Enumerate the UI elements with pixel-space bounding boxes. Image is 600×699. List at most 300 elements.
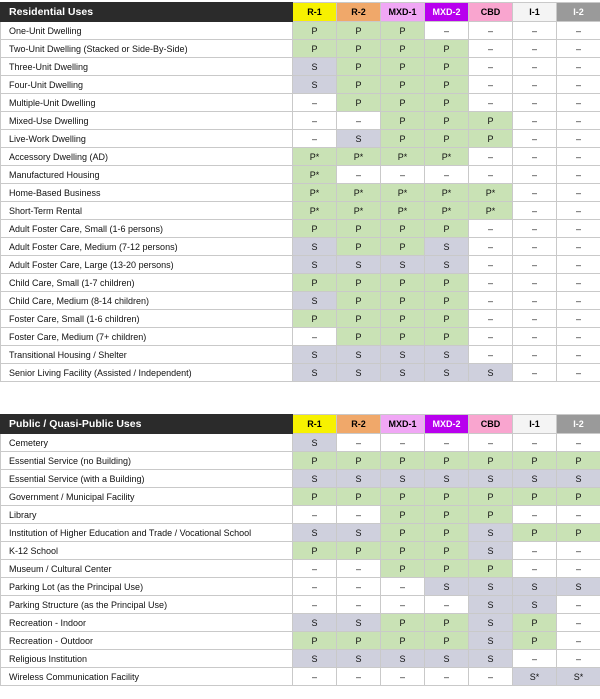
permission-cell: S — [381, 346, 425, 364]
permission-cell: – — [469, 310, 513, 328]
permission-cell: P — [337, 274, 381, 292]
permission-cell: P — [337, 452, 381, 470]
table-row — [1, 238, 600, 256]
zone-header: R-1 — [293, 415, 337, 434]
use-name: Institution of Higher Education and Trade / Vocational School — [1, 524, 293, 542]
permission-cell: P — [513, 614, 557, 632]
use-name: Three-Unit Dwelling — [1, 58, 293, 76]
use-name: K-12 School — [1, 542, 293, 560]
permission-cell: – — [557, 76, 600, 94]
permission-cell: S — [293, 434, 337, 452]
table-row — [1, 542, 600, 560]
permission-cell: P — [293, 40, 337, 58]
permission-cell: – — [469, 58, 513, 76]
permission-cell: – — [337, 166, 381, 184]
permission-cell: P — [425, 76, 469, 94]
permission-cell: P — [293, 452, 337, 470]
permission-cell: – — [513, 346, 557, 364]
zone-header: I-1 — [513, 3, 557, 22]
permission-cell: P* — [381, 148, 425, 166]
permission-cell: – — [513, 184, 557, 202]
permission-cell: – — [513, 238, 557, 256]
zone-header: MXD-1 — [381, 415, 425, 434]
permission-cell: – — [469, 668, 513, 686]
permission-cell: S — [469, 578, 513, 596]
permission-cell: – — [469, 346, 513, 364]
permission-cell: – — [513, 560, 557, 578]
table-row — [1, 470, 600, 488]
permission-cell: P — [293, 22, 337, 40]
permission-cell: – — [513, 58, 557, 76]
permission-cell: – — [513, 202, 557, 220]
permission-cell: – — [557, 364, 600, 382]
table-row — [1, 488, 600, 506]
table-row — [1, 112, 600, 130]
zone-header: I-1 — [513, 415, 557, 434]
use-name: Recreation - Outdoor — [1, 632, 293, 650]
use-name: Mixed-Use Dwelling — [1, 112, 293, 130]
permission-cell: S — [293, 524, 337, 542]
permission-cell: S* — [513, 668, 557, 686]
permission-cell: P* — [337, 184, 381, 202]
permission-cell: S — [293, 470, 337, 488]
use-name: Foster Care, Medium (7+ children) — [1, 328, 293, 346]
permission-cell: P — [293, 632, 337, 650]
permission-cell: P — [425, 130, 469, 148]
use-name: Short-Term Rental — [1, 202, 293, 220]
permission-cell: – — [557, 292, 600, 310]
permission-cell: P — [425, 328, 469, 346]
permission-cell: – — [513, 310, 557, 328]
permission-cell: P — [425, 560, 469, 578]
permission-cell: P* — [381, 202, 425, 220]
permission-cell: P — [425, 542, 469, 560]
table-row — [1, 202, 600, 220]
permission-cell: – — [557, 632, 600, 650]
permission-cell: – — [425, 166, 469, 184]
use-name: Essential Service (with a Building) — [1, 470, 293, 488]
permission-cell: – — [513, 76, 557, 94]
permission-cell: – — [557, 542, 600, 560]
permission-cell: – — [469, 22, 513, 40]
permission-cell: – — [293, 578, 337, 596]
table-row — [1, 614, 600, 632]
permission-cell: – — [469, 40, 513, 58]
permission-cell: S — [337, 524, 381, 542]
permission-cell: P — [381, 524, 425, 542]
zone-header: CBD — [469, 415, 513, 434]
permission-cell: S — [513, 578, 557, 596]
permission-cell: S — [469, 596, 513, 614]
permission-cell: P* — [469, 184, 513, 202]
permission-cell: – — [557, 238, 600, 256]
table-row — [1, 578, 600, 596]
permission-cell: S — [337, 470, 381, 488]
permission-cell: S — [425, 650, 469, 668]
permission-cell: P — [293, 220, 337, 238]
permission-cell: P — [381, 292, 425, 310]
permission-cell: – — [557, 560, 600, 578]
permission-cell: P — [293, 310, 337, 328]
permission-cell: S — [337, 364, 381, 382]
permission-cell: S — [513, 470, 557, 488]
permission-cell: P — [513, 452, 557, 470]
permission-cell: S — [293, 614, 337, 632]
permission-cell: S — [469, 364, 513, 382]
permission-cell: – — [513, 220, 557, 238]
use-name: Foster Care, Small (1-6 children) — [1, 310, 293, 328]
permission-cell: P — [513, 488, 557, 506]
permission-cell: – — [469, 76, 513, 94]
permission-cell: – — [513, 166, 557, 184]
permission-cell: S — [425, 238, 469, 256]
permission-cell: S — [293, 238, 337, 256]
zone-header: R-1 — [293, 3, 337, 22]
permission-cell: S — [469, 650, 513, 668]
use-name: Adult Foster Care, Large (13-20 persons) — [1, 256, 293, 274]
permission-cell: – — [513, 650, 557, 668]
permission-cell: P — [425, 274, 469, 292]
permission-cell: P — [337, 220, 381, 238]
permission-cell: P — [381, 220, 425, 238]
permission-cell: P — [425, 524, 469, 542]
permission-cell: – — [513, 274, 557, 292]
permission-cell: – — [425, 22, 469, 40]
permission-cell: P — [381, 40, 425, 58]
permission-cell: P — [337, 94, 381, 112]
permission-cell: S — [513, 596, 557, 614]
table-row — [1, 94, 600, 112]
permission-cell: – — [425, 434, 469, 452]
permission-cell: P — [337, 310, 381, 328]
permission-cell: P* — [293, 166, 337, 184]
permission-cell: P — [469, 112, 513, 130]
permission-cell: S — [293, 346, 337, 364]
permission-cell: – — [513, 328, 557, 346]
permission-cell: P — [381, 632, 425, 650]
permission-cell: P — [425, 488, 469, 506]
permission-cell: P — [337, 328, 381, 346]
use-name: Parking Lot (as the Principal Use) — [1, 578, 293, 596]
permission-cell: S — [425, 470, 469, 488]
permission-cell: P* — [425, 148, 469, 166]
permission-cell: S — [381, 364, 425, 382]
table-row — [1, 524, 600, 542]
permission-cell: – — [557, 220, 600, 238]
permission-cell: S — [557, 470, 600, 488]
table-row — [1, 256, 600, 274]
permission-cell: P — [425, 292, 469, 310]
permission-cell: S — [293, 256, 337, 274]
permission-cell: – — [557, 22, 600, 40]
permission-cell: – — [293, 596, 337, 614]
permission-cell: S — [557, 578, 600, 596]
use-name: Government / Municipal Facility — [1, 488, 293, 506]
residential-uses-table — [0, 2, 600, 382]
permission-cell: P — [425, 40, 469, 58]
table-row — [1, 22, 600, 40]
table-row — [1, 650, 600, 668]
permission-cell: – — [469, 238, 513, 256]
permission-cell: P — [469, 506, 513, 524]
table-row — [1, 668, 600, 686]
permission-cell: P — [337, 292, 381, 310]
permission-cell: – — [337, 506, 381, 524]
use-name: Senior Living Facility (Assisted / Independent) — [1, 364, 293, 382]
permission-cell: P* — [425, 184, 469, 202]
permission-cell: S — [381, 650, 425, 668]
permission-cell: S* — [557, 668, 600, 686]
permission-cell: – — [469, 148, 513, 166]
permission-cell: – — [557, 650, 600, 668]
section-title: Public / Quasi-Public Uses — [1, 415, 293, 434]
table-row — [1, 328, 600, 346]
permission-cell: – — [293, 94, 337, 112]
table-row — [1, 364, 600, 382]
permission-cell: S — [293, 364, 337, 382]
use-name: Two-Unit Dwelling (Stacked or Side-By-Side) — [1, 40, 293, 58]
permission-cell: – — [513, 542, 557, 560]
residential-header-row — [1, 3, 600, 22]
permission-cell: P — [513, 632, 557, 650]
permission-cell: P — [469, 488, 513, 506]
permission-cell: P — [381, 94, 425, 112]
permission-cell: P — [293, 274, 337, 292]
table-row — [1, 452, 600, 470]
permission-cell: – — [469, 292, 513, 310]
table-row — [1, 76, 600, 94]
permission-cell: – — [557, 130, 600, 148]
permission-cell: – — [469, 256, 513, 274]
table-row — [1, 58, 600, 76]
table-row — [1, 506, 600, 524]
permission-cell: – — [557, 274, 600, 292]
table-row — [1, 346, 600, 364]
permission-cell: – — [469, 328, 513, 346]
use-name: Child Care, Medium (8-14 children) — [1, 292, 293, 310]
table-row — [1, 434, 600, 452]
permission-cell: – — [513, 40, 557, 58]
permission-cell: – — [337, 434, 381, 452]
permission-cell: – — [557, 506, 600, 524]
permission-cell: – — [557, 58, 600, 76]
table-row — [1, 220, 600, 238]
permission-cell: P — [381, 238, 425, 256]
permission-cell: – — [337, 112, 381, 130]
permission-cell: – — [469, 166, 513, 184]
permission-cell: P — [557, 488, 600, 506]
use-name: One-Unit Dwelling — [1, 22, 293, 40]
use-name: Adult Foster Care, Medium (7-12 persons) — [1, 238, 293, 256]
permission-cell: – — [381, 434, 425, 452]
permission-cell: P — [337, 632, 381, 650]
permission-cell: P — [381, 58, 425, 76]
permission-cell: P — [381, 452, 425, 470]
permission-cell: – — [557, 328, 600, 346]
permission-cell: – — [513, 22, 557, 40]
permission-cell: P* — [381, 184, 425, 202]
permission-cell: S — [425, 578, 469, 596]
permission-cell: S — [469, 614, 513, 632]
permission-cell: P — [469, 130, 513, 148]
use-name: Child Care, Small (1-7 children) — [1, 274, 293, 292]
permission-cell: – — [293, 560, 337, 578]
table-row — [1, 292, 600, 310]
permission-cell: – — [557, 184, 600, 202]
permission-cell: – — [557, 346, 600, 364]
use-name: Multiple-Unit Dwelling — [1, 94, 293, 112]
permission-cell: P — [381, 130, 425, 148]
permission-cell: P — [557, 524, 600, 542]
permission-cell: – — [293, 328, 337, 346]
permission-cell: – — [513, 434, 557, 452]
table-row — [1, 310, 600, 328]
permission-cell: P — [381, 328, 425, 346]
permission-cell: S — [293, 650, 337, 668]
permission-cell: – — [425, 596, 469, 614]
table-row — [1, 130, 600, 148]
permission-cell: – — [469, 434, 513, 452]
zone-header: I-2 — [557, 3, 600, 22]
use-name: Home-Based Business — [1, 184, 293, 202]
permission-cell: P — [337, 238, 381, 256]
zone-header: MXD-2 — [425, 415, 469, 434]
permission-cell: – — [557, 434, 600, 452]
use-name: Essential Service (no Building) — [1, 452, 293, 470]
table-row — [1, 596, 600, 614]
permission-cell: P — [381, 506, 425, 524]
permission-cell: P* — [337, 202, 381, 220]
permission-cell: – — [513, 112, 557, 130]
permission-cell: P — [381, 310, 425, 328]
permission-cell: P — [513, 524, 557, 542]
permission-cell: – — [469, 220, 513, 238]
permission-cell: S — [337, 256, 381, 274]
permission-cell: S — [425, 364, 469, 382]
permission-cell: P — [337, 542, 381, 560]
zone-header: I-2 — [557, 415, 600, 434]
permission-cell: P — [557, 452, 600, 470]
zone-header: R-2 — [337, 415, 381, 434]
permission-cell: P — [425, 112, 469, 130]
permission-cell: – — [513, 256, 557, 274]
permission-cell: P* — [469, 202, 513, 220]
use-name: Religious Institution — [1, 650, 293, 668]
permission-cell: – — [513, 364, 557, 382]
permission-cell: – — [381, 578, 425, 596]
permission-cell: – — [513, 506, 557, 524]
permission-cell: – — [293, 130, 337, 148]
permission-cell: P — [425, 506, 469, 524]
permission-cell: P — [381, 488, 425, 506]
permission-cell: S — [469, 524, 513, 542]
permission-cell: P — [425, 58, 469, 76]
table-row — [1, 40, 600, 58]
permission-cell: – — [557, 148, 600, 166]
permission-cell: – — [293, 506, 337, 524]
permission-cell: – — [513, 148, 557, 166]
permission-cell: S — [469, 470, 513, 488]
permission-cell: – — [469, 94, 513, 112]
use-name: Live-Work Dwelling — [1, 130, 293, 148]
public-uses-table — [0, 414, 600, 686]
table-row — [1, 274, 600, 292]
permission-cell: – — [381, 596, 425, 614]
permission-cell: P — [337, 76, 381, 94]
permission-cell: – — [513, 292, 557, 310]
permission-cell: P — [381, 614, 425, 632]
permission-cell: P — [425, 310, 469, 328]
permission-cell: P — [425, 632, 469, 650]
permission-cell: S — [293, 76, 337, 94]
permission-cell: P — [381, 22, 425, 40]
permission-cell: P — [337, 58, 381, 76]
permission-cell: P — [381, 560, 425, 578]
use-name: Museum / Cultural Center — [1, 560, 293, 578]
permission-cell: – — [425, 668, 469, 686]
permission-cell: – — [513, 130, 557, 148]
table-row — [1, 632, 600, 650]
permission-cell: – — [557, 112, 600, 130]
use-name: Parking Structure (as the Principal Use) — [1, 596, 293, 614]
permission-cell: S — [293, 58, 337, 76]
use-name: Library — [1, 506, 293, 524]
permission-cell: – — [557, 94, 600, 112]
table-row — [1, 560, 600, 578]
permission-cell: S — [337, 346, 381, 364]
permission-cell: P — [469, 452, 513, 470]
permission-cell: P — [293, 542, 337, 560]
permission-cell: P* — [425, 202, 469, 220]
permission-cell: S — [425, 256, 469, 274]
permission-cell: – — [337, 560, 381, 578]
permission-cell: – — [337, 668, 381, 686]
permission-cell: P* — [293, 148, 337, 166]
permission-cell: P* — [293, 202, 337, 220]
permission-cell: S — [469, 542, 513, 560]
zone-header: CBD — [469, 3, 513, 22]
permission-cell: P — [337, 22, 381, 40]
public-header-row — [1, 415, 600, 434]
permission-cell: S — [337, 614, 381, 632]
use-name: Adult Foster Care, Small (1-6 persons) — [1, 220, 293, 238]
table-row — [1, 184, 600, 202]
section-title: Residential Uses — [1, 3, 293, 22]
permission-cell: S — [381, 256, 425, 274]
table-row — [1, 148, 600, 166]
permission-cell: – — [381, 668, 425, 686]
permission-cell: S — [293, 292, 337, 310]
permission-cell: – — [557, 310, 600, 328]
permission-cell: P* — [293, 184, 337, 202]
use-name: Cemetery — [1, 434, 293, 452]
use-name: Recreation - Indoor — [1, 614, 293, 632]
permission-cell: – — [337, 578, 381, 596]
permission-cell: P — [425, 614, 469, 632]
permission-cell: P — [337, 488, 381, 506]
permission-cell: S — [425, 346, 469, 364]
use-name: Manufactured Housing — [1, 166, 293, 184]
zone-header: R-2 — [337, 3, 381, 22]
use-name: Accessory Dwelling (AD) — [1, 148, 293, 166]
permission-cell: S — [337, 650, 381, 668]
permission-cell: – — [293, 668, 337, 686]
zone-header: MXD-2 — [425, 3, 469, 22]
permission-cell: S — [337, 130, 381, 148]
permission-cell: P — [381, 76, 425, 94]
permission-cell: – — [293, 112, 337, 130]
permission-cell: P — [293, 488, 337, 506]
